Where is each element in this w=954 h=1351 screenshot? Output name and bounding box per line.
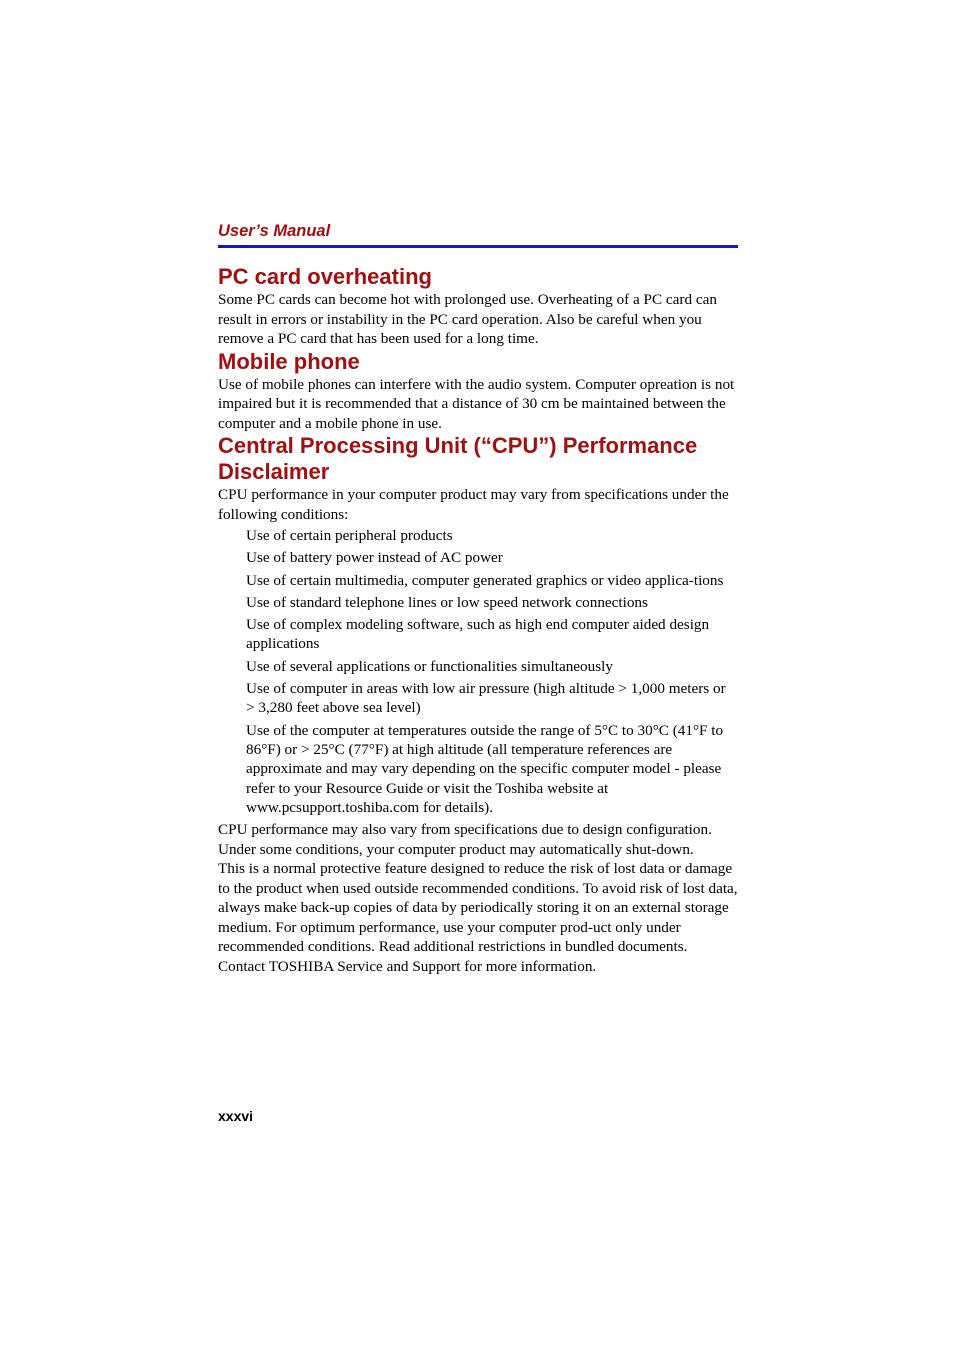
page-content [218, 264, 738, 976]
condition-item: Use of battery power instead of AC power [246, 549, 503, 567]
condition-item: Use of computer in areas with low air pressure (high altitude > 1,000 meters or > 3,280 feet above sea level) [246, 680, 726, 717]
section-mobile-phone [218, 349, 738, 434]
running-header [218, 221, 738, 248]
shutdown-note: Under some conditions, your computer product may automatically shut-down. [218, 840, 694, 858]
section-body: Some PC cards can become hot with prolonged use. Overheating of a PC card can result in errors or instability in the PC card operation. Also be careful when you remove a PC card that has been used for a long time. [218, 291, 717, 347]
condition-item: Use of the computer at temperatures outside the range of 5°C to 30°C (41°F to 86°F) or > 25°C (77°F) at high altitude (all temperature references are approximate and may vary depending on the specific computer model - please refer to your Resource Guide or visit the Toshiba website at www.pcsupport.toshiba.com for details). [246, 721, 724, 816]
section-body: Use of mobile phones can interfere with the audio system. Computer opreation is not impaired but it is recommended that a distance of 30 cm be maintained between the computer and a mobile phone in use. [218, 375, 735, 432]
design-configuration-note: CPU performance may also vary from specifications due to design configuration. [218, 821, 712, 839]
section-intro: CPU performance in your computer product may vary from specifications under the following conditions: [218, 486, 729, 523]
condition-item: Use of standard telephone lines or low speed network connections [246, 593, 648, 611]
condition-item: Use of several applications or functionalities simultaneously [246, 657, 613, 675]
conditions-list [218, 526, 738, 817]
section-heading: PC card overheating [218, 264, 432, 289]
section-cpu-disclaimer [218, 433, 738, 976]
running-header-title: User’s Manual [218, 222, 331, 240]
section-pc-card-overheating [218, 264, 738, 349]
condition-item: Use of certain peripheral products [246, 527, 453, 544]
page-number: xxxvi [218, 1108, 254, 1124]
section-heading: Central Processing Unit (“CPU”) Performance Disclaimer [218, 433, 698, 484]
protective-feature-note: This is a normal protective feature designed to reduce the risk of lost data or damage to the product when used outside recommended conditions. To avoid risk of lost data, always make back-up copies of data by periodically storing it on an external storage medium. For optimum performance, use your computer prod-uct only under recommended conditions. Read additional restrictions in bundled documents. Contact TOSHIBA Service and Support for more information. [218, 860, 738, 975]
condition-item: Use of complex modeling software, such as high end computer aided design applications [246, 616, 710, 653]
condition-item: Use of certain multimedia, computer generated graphics or video applica-tions [246, 571, 724, 589]
section-heading: Mobile phone [218, 348, 360, 374]
